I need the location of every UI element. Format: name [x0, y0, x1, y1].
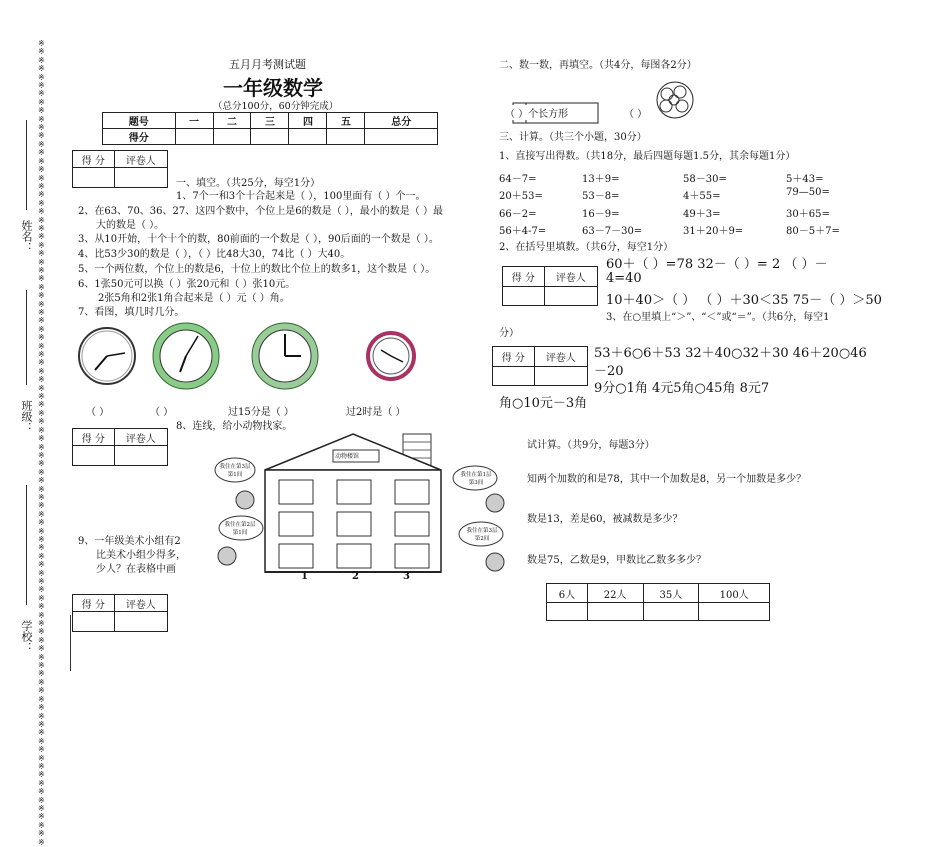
section3-q3-cont: 分）: [499, 328, 519, 339]
grader-reviewer-label: 评卷人: [114, 151, 167, 168]
q2-text-line2: 大的数是（ ）。: [96, 220, 165, 231]
grader-reviewer-cell[interactable]: [544, 287, 597, 306]
rectangle-count-blank: （ ）个长方形: [505, 105, 568, 120]
grader-reviewer-label: 评卷人: [114, 429, 167, 446]
q3-text: 3、从10开始，十个十个的数，80前面的一个数是（ ），90后面的一个数是（ ）。: [78, 234, 439, 245]
grader-score-label: 得 分: [493, 347, 535, 367]
clock-icon: [252, 323, 318, 389]
calc-item: 80－5＋7=: [786, 226, 840, 237]
calc-item: 53－8=: [582, 191, 620, 202]
calc-item: 5＋43=: [786, 174, 824, 185]
grader-box-5: [492, 346, 588, 386]
calc-item: 30＋65=: [786, 209, 830, 220]
grader-score-cell[interactable]: [493, 367, 535, 386]
calc-item: 4＋55=: [683, 191, 721, 202]
clock-icon: [368, 333, 414, 379]
left-margin-line: [70, 615, 71, 671]
section1-title: 一、填空。（共25分，每空1分）: [176, 178, 321, 189]
circles-figure: [652, 80, 698, 120]
q8-text: 8、连线，给小动物找家。: [176, 421, 293, 432]
fill-line-2: 4=40: [606, 271, 642, 286]
grader-score-label: 得 分: [73, 595, 115, 612]
grader-score-cell[interactable]: [73, 446, 115, 466]
calc-item: 58－30=: [683, 174, 727, 185]
grader-score-label: 得 分: [73, 151, 115, 168]
grader-score-cell[interactable]: [503, 287, 545, 306]
score-cell[interactable]: [289, 129, 327, 145]
bubble-text: 我住在第1层第3间: [460, 472, 492, 486]
section3-q1: 1、直接写出得数。（共18分，最后四题每题1.5分，其余每题1分）: [499, 151, 796, 162]
q9-text-line1: 9、一年级美术小组有2: [78, 536, 181, 547]
q1-text: 1、7个一和3个十合起来是（ ），100里面有（ ）个一。: [176, 191, 426, 202]
grader-reviewer-cell[interactable]: [114, 446, 167, 466]
house-number-2: 2: [352, 571, 359, 582]
compare-line-1: 53＋6○6＋53 32＋40○32＋30 46＋20○46: [594, 346, 867, 361]
bubble-text: 我住在第3层第1间: [219, 464, 251, 478]
calc-item: 56＋4-7=: [499, 226, 547, 237]
calc-item: 20＋53=: [499, 191, 543, 202]
compare-line-4: 角○10元－3角: [499, 396, 588, 411]
q9-text-line3: 少人？在表格中画: [96, 564, 176, 575]
class-underline: [26, 290, 27, 385]
grader-score-label: 得 分: [503, 267, 545, 287]
section3-title: 三、计算。（共三个小题，30分）: [499, 132, 647, 143]
grader-reviewer-label: 评卷人: [544, 267, 597, 287]
clock-answer-1: （ ）: [86, 407, 110, 418]
score-cell[interactable]: [175, 129, 213, 145]
exam-subtitle: 五月月考测试题: [229, 58, 306, 71]
q7-text: 7、看图，填几时几分。: [78, 307, 185, 318]
section3-q3: 3、在○里填上“＞”、“＜”或“＝”。（共6分，每空1: [606, 312, 830, 323]
clock-images: [78, 320, 418, 392]
grader-reviewer-cell[interactable]: [534, 367, 587, 386]
q6-text-line1: 6、1张50元可以换（ ）张20元和（ ）张10元。: [78, 279, 296, 290]
exam-title: 一年级数学: [223, 76, 323, 100]
score-cell[interactable]: [251, 129, 289, 145]
bubble-text: 我住在第3层第2间: [466, 528, 498, 542]
bubble-text: 我住在第2层第1间: [224, 522, 256, 536]
q6-text-line2: 2张5角和2张1角合起来是（ ）元（ ）角。: [98, 293, 290, 304]
binding-dots: ※※※※※※※※※※※※※※※※※※※※※※※※※※※※※※※※※※※※※※※※※※※※※※※※※※※※※※※※※※※※※※※※※※※※※※※※※※※※※※※※※※※※※※※※※※※※※※※※: [38, 39, 45, 847]
people-cell: 100人: [699, 584, 770, 603]
score-table: [102, 112, 438, 145]
people-table: [546, 583, 770, 621]
q2-text-line1: 2、在63、70、36、27、这四个数中，个位上是6的数是（ ），最小的数是（ ）最: [78, 206, 443, 217]
calc-item: 79—50=: [786, 187, 830, 198]
score-cell[interactable]: [213, 129, 251, 145]
section4-title: 试计算。（共9分，每题3分）: [527, 440, 655, 451]
people-answer-cell[interactable]: [587, 603, 643, 621]
calc-item: 64－7=: [499, 174, 537, 185]
class-label: 班级：: [20, 400, 33, 433]
school-underline: [26, 485, 27, 605]
score-header-cell: 三: [251, 113, 289, 129]
people-answer-cell[interactable]: [643, 603, 699, 621]
people-answer-cell[interactable]: [699, 603, 770, 621]
calc-item: 13＋9=: [582, 174, 620, 185]
calc-item: 31＋20＋9=: [683, 226, 744, 237]
exam-note: （总分100分，60分钟完成）: [213, 101, 339, 112]
house-sign: 动物楼馆: [335, 453, 360, 460]
clock-icon: [79, 328, 135, 384]
clock-answer-3: 过15分是（ ）: [228, 407, 294, 418]
calc-item: 49＋3=: [683, 209, 721, 220]
q9-text-line2: 比美术小组少得多，: [96, 550, 186, 561]
section2-title: 二、数一数，再填空。（共4分，每图各2分）: [499, 60, 697, 71]
name-underline: [26, 120, 27, 210]
score-header-cell: 一: [175, 113, 213, 129]
score-header-cell: 题号: [103, 113, 176, 129]
fill-line-3: 10＋40＞（ ） （ ）＋30＜35 75－（ ）＞50: [606, 293, 882, 308]
grader-score-label: 得 分: [73, 429, 115, 446]
clock-icon: [153, 323, 219, 389]
grader-score-cell[interactable]: [73, 168, 115, 188]
grader-reviewer-label: 评卷人: [114, 595, 167, 612]
calc-item: 66－2=: [499, 209, 537, 220]
animal-house-image: [205, 428, 535, 584]
score-cell[interactable]: [327, 129, 365, 145]
q4-text: 4、比53少30的数是（ ），（ ）比48大30，74比（ ）大40。: [78, 249, 351, 260]
grader-reviewer-label: 评卷人: [534, 347, 587, 367]
score-header-cell: 五: [327, 113, 365, 129]
school-label: 学校：: [20, 620, 33, 653]
problem-3: 数是75，乙数是9，甲数比乙数多多少？: [527, 555, 707, 566]
calc-item: 16－9=: [582, 209, 620, 220]
people-cell: 22人: [587, 584, 643, 603]
score-header-cell: 四: [289, 113, 327, 129]
problem-1: 知两个加数的和是78，其中一个加数是8，另一个加数是多少？: [527, 474, 807, 485]
grader-score-cell[interactable]: [73, 612, 115, 632]
compare-line-2: －20: [594, 364, 624, 379]
grader-reviewer-cell[interactable]: [114, 612, 167, 632]
score-header-cell: 二: [213, 113, 251, 129]
name-label: 姓名：: [20, 220, 33, 253]
problem-2: 数是13，差是60，被减数是多少？: [527, 514, 683, 525]
house-number-1: 1: [301, 571, 308, 582]
section3-q2: 2、在括号里填数。（共6分，每空1分）: [499, 242, 674, 253]
house-number-3: 3: [403, 571, 410, 582]
score-header-cell: 总分: [365, 113, 438, 129]
people-answer-cell[interactable]: [547, 603, 588, 621]
q5-text: 5、一个两位数，个位上的数是6，十位上的数比个位上的数多1，这个数是（ ）。: [78, 264, 436, 275]
grader-box-2: [72, 428, 168, 466]
grader-reviewer-cell[interactable]: [114, 168, 167, 188]
clock-answer-2: （ ）: [150, 407, 174, 418]
score-cell[interactable]: [365, 129, 438, 145]
circle-count-blank: （ ）: [624, 109, 648, 120]
people-cell: 6人: [547, 584, 588, 603]
grader-box-4: [502, 266, 598, 306]
calc-item: 63－7－30=: [582, 226, 643, 237]
compare-line-3: 9分○1角 4元5角○45角 8元7: [594, 381, 770, 396]
fill-line-1: 60＋（ ）=78 32－（ ）= 2 （ ）－: [606, 257, 828, 272]
score-row-label: 得分: [103, 129, 176, 145]
grader-box-3: [72, 594, 168, 632]
grader-box-1: [72, 150, 168, 188]
people-cell: 35人: [643, 584, 699, 603]
clock-answer-4: 过2时是（ ）: [346, 407, 406, 418]
